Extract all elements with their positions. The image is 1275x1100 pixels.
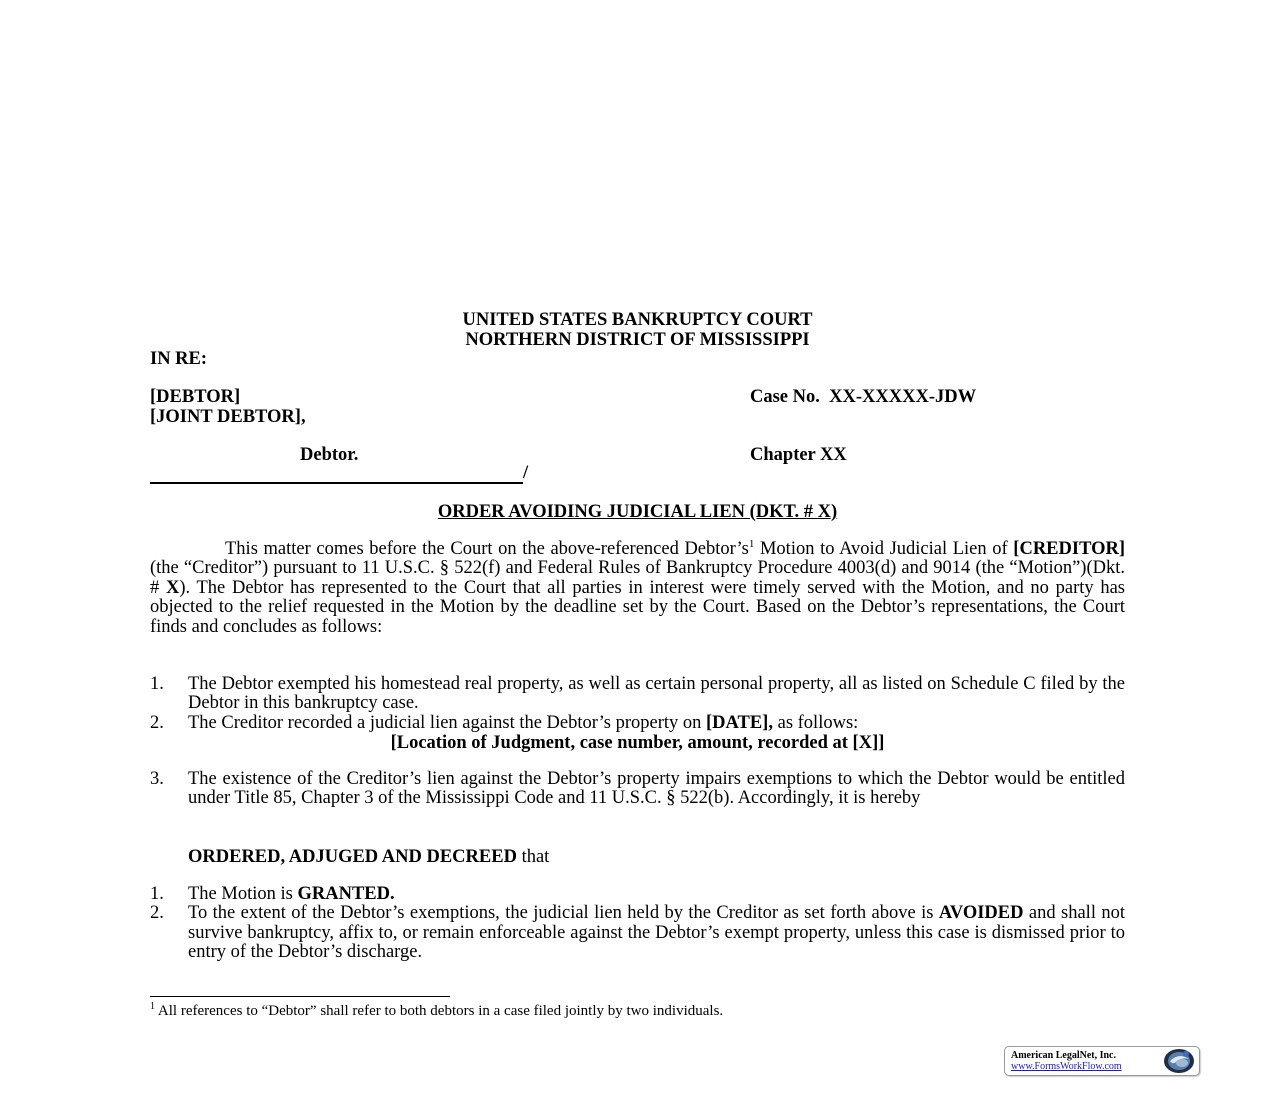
case-number-label: Case No.: [750, 387, 820, 407]
ordered-clause: ORDERED, ADJUGED AND DECREED that: [188, 847, 550, 867]
court-name: UNITED STATES BANKRUPTCY COURT: [462, 310, 813, 330]
globe-icon: [1162, 1048, 1196, 1074]
footnote-divider: [150, 996, 450, 997]
badge-url-link[interactable]: www.FormsWorkFlow.com: [1011, 1061, 1122, 1072]
court-district: NORTHERN DISTRICT OF MISSISSIPPI: [465, 330, 810, 350]
findings-list-continued: [150, 770, 1125, 809]
debtor-names: [150, 387, 306, 427]
caption-underline: [150, 464, 523, 484]
creditor-placeholder: [CREDITOR]: [1013, 539, 1125, 559]
lien-detail-placeholder: [Location of Judgment, case number, amount, recorded at [X]]: [390, 733, 885, 753]
findings-list: [150, 675, 1125, 733]
orders-list: [150, 885, 1125, 963]
footnote: $^1$ All references to “Debtor” shall refer to both debtors in a case filed jointly by two individuals.: [150, 1001, 724, 1019]
court-heading: [150, 310, 1125, 350]
document-title: ORDER AVOIDING JUDICIAL LIEN (DKT. # X): [437, 502, 838, 522]
finding-item: 2. The Creditor recorded a judicial lien against the Debtor’s property on [DATE], as follows:: [150, 712, 859, 733]
debtor-label: Debtor.: [300, 445, 359, 465]
caption-rule: [150, 463, 528, 484]
debtor-name: [DEBTOR]: [150, 387, 241, 407]
joint-debtor-name: [JOINT DEBTOR],: [150, 407, 306, 427]
finding-item: 3. The existence of the Creditor’s lien against the Debtor’s property impairs exemptions to which the Debtor would be entitled under Title 85, Chapter 3 of the Mississippi Code and 11 U.S.C. § 522(b). Accordingly, it is hereby: [150, 769, 1125, 809]
chapter: Chapter XX: [750, 445, 847, 465]
legalnet-badge[interactable]: [1004, 1046, 1200, 1076]
finding-item: 1. The Debtor exempted his homestead real property, as well as certain personal property, all as listed on Schedule C filed by the Debtor in this bankruptcy case.: [150, 674, 1125, 714]
case-number: [750, 387, 976, 408]
intro-paragraph: This matter comes before the Court on the above-referenced $Debtor’s^1$ Motion to Avoid Judicial Lien of [CREDITOR] (the “Creditor”) pursuant to 11 U.S.C. § 522(f) and Federal Rules of Bankruptcy Procedure 4003(d) and 9014 (the “Motion”)(Dkt. # X). The Debtor has represented to the Court that all parties in interest were timely served with the Motion, and no party has objected to the relief requested in the Motion by the deadline set by the Court. Based on the Debtor’s representations, the Court finds and concludes as follows:: [150, 538, 1125, 637]
date-placeholder: [DATE],: [706, 712, 773, 733]
badge-company: American LegalNet, Inc.: [1011, 1050, 1116, 1061]
footnote-reference: 1: [748, 538, 755, 550]
order-item: 1. The Motion is GRANTED.: [150, 884, 395, 904]
order-item: 2. To the extent of the Debtor’s exemptions, the judicial lien held by the Creditor as set forth above is AVOIDED and shall not survive bankruptcy, affix to, or remain enforceable against the Debtor’s exempt property, unless this case is dismissed prior to entry of the Debtor’s discharge.: [150, 903, 1125, 963]
docket-placeholder: X: [165, 577, 180, 598]
in-re-label: IN RE:: [150, 349, 208, 369]
caption-slash: /: [523, 463, 529, 483]
case-number-value: XX-XXXXX-JDW: [829, 387, 977, 407]
